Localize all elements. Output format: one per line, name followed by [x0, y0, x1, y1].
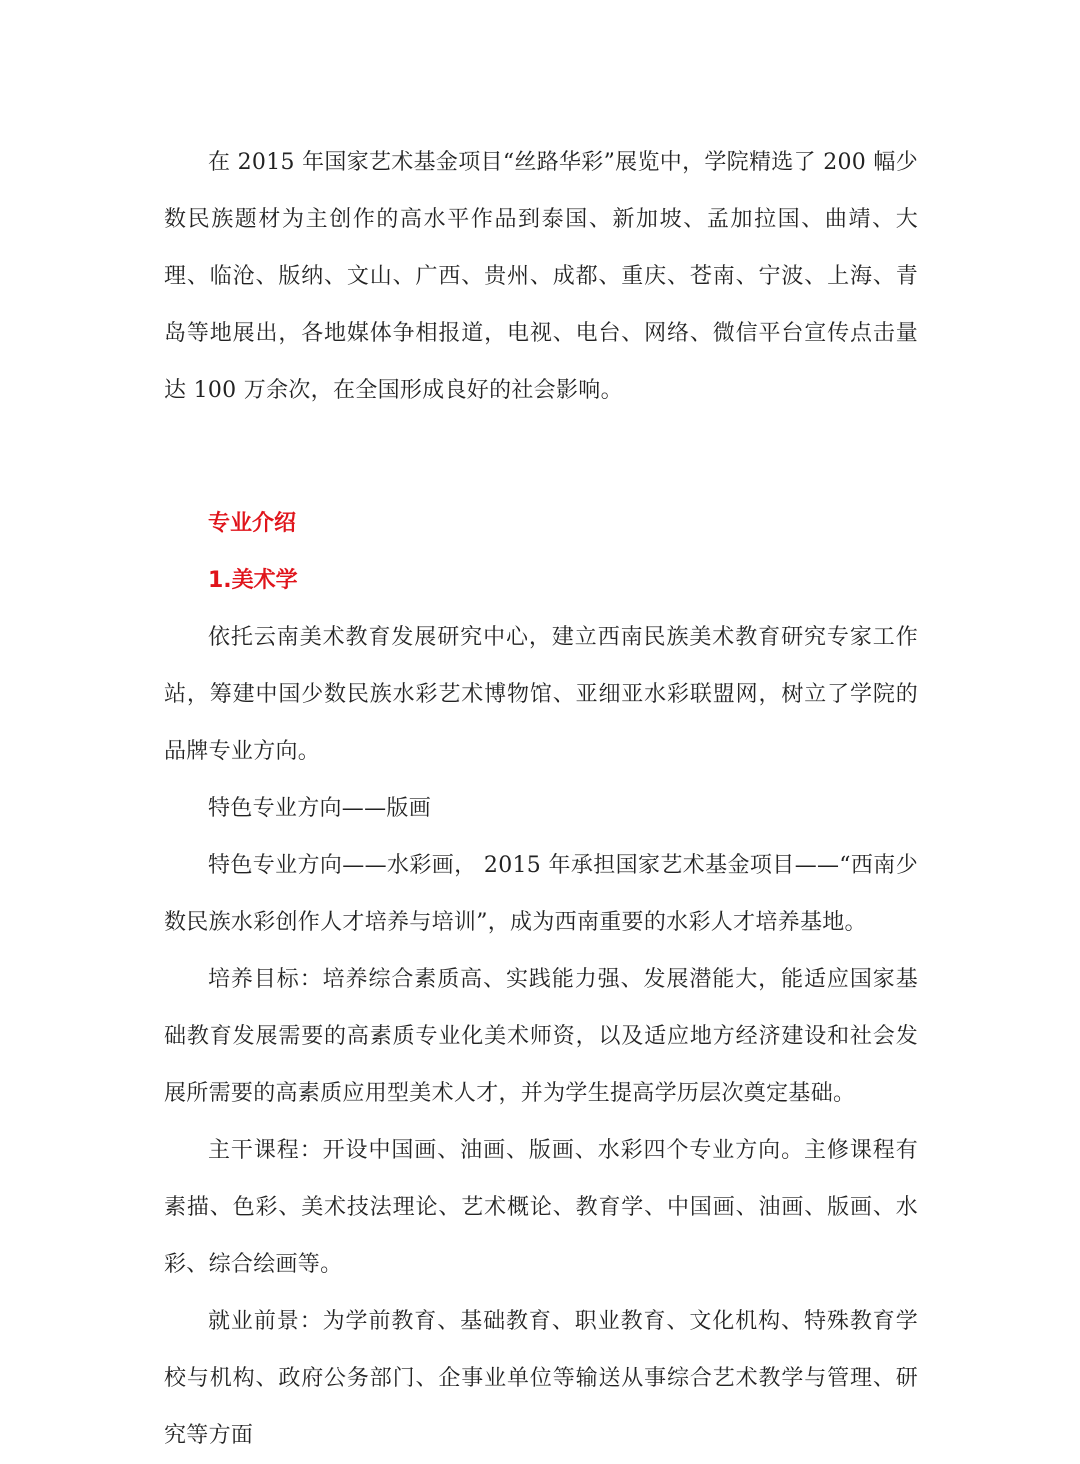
major-paragraph-watercolor: 特色专业方向——水彩画， 2015 年承担国家艺术基金项目——“西南少数民族水彩创作人才培养与培训”，成为西南重要的水彩人才培养基地。 [164, 853, 918, 935]
section-spacer [164, 419, 918, 495]
section-title: 专业介绍 [208, 511, 297, 536]
major-paragraph-foundation: 依托云南美术教育发展研究中心，建立西南民族美术教育研究专家工作站，筹建中国少数民族水彩艺术博物馆、亚细亚水彩联盟网，树立了学院的品牌专业方向。 [164, 625, 918, 764]
major-paragraph-employment: 就业前景：为学前教育、基础教育、职业教育、文化机构、特殊教育学校与机构、政府公务部门、企事业单位等输送从事综合艺术教学与管理、研究等方面 [164, 1309, 918, 1448]
major-paragraph-courses: 主干课程：开设中国画、油画、版画、水彩四个专业方向。主修课程有素描、色彩、美术技法理论、艺术概论、教育学、中国画、油画、版画、水彩、综合绘画等。 [164, 1138, 918, 1277]
section-subtitle: 1.美术学 [208, 568, 298, 593]
major-paragraph-printmaking: 特色专业方向——版画 [208, 796, 432, 821]
intro-paragraph: 在 2015 年国家艺术基金项目“丝路华彩”展览中，学院精选了 200 幅少数民族题材为主创作的高水平作品到泰国、新加坡、孟加拉国、曲靖、大理、临沧、版纳、文山、广西、贵州、成都、重庆、苍南、宁波、上海、青岛等地展出，各地媒体争相报道，电视、电台、网络、微信平台宣传点击量达 100 万余次，在全国形成良好的社会影响。 [164, 150, 918, 403]
document-content [164, 134, 918, 1464]
major-paragraph-goals: 培养目标：培养综合素质高、实践能力强、发展潜能大，能适应国家基础教育发展需要的高素质专业化美术师资，以及适应地方经济建设和社会发展所需要的高素质应用型美术人才，并为学生提高学历层次奠定基础。 [164, 967, 918, 1106]
